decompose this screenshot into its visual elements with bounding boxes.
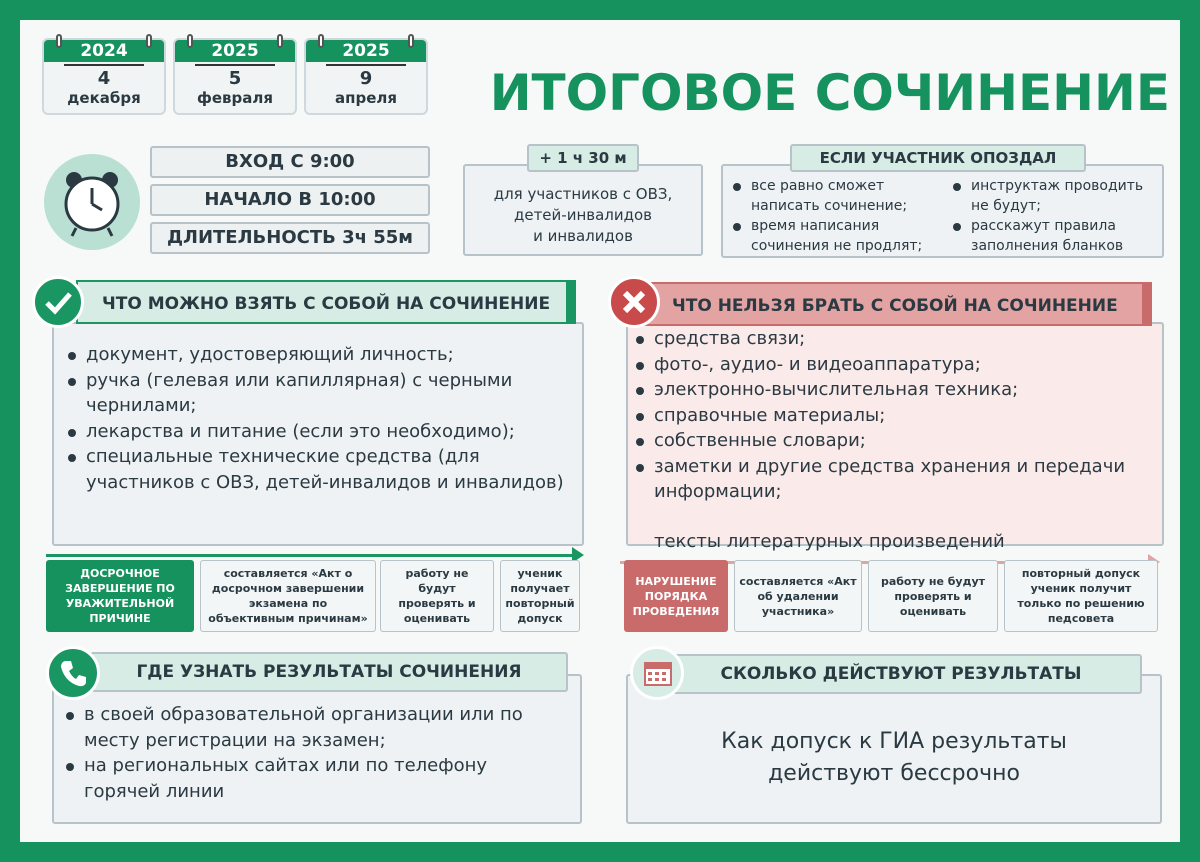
results-where-item: на региональных сайтах или по телефону горячей линии <box>64 753 564 804</box>
results-where-heading: ГДЕ УЗНАТЬ РЕЗУЛЬТАТЫ СОЧИНЕНИЯ <box>90 652 568 692</box>
calendar-month: декабря <box>67 89 141 107</box>
poster <box>20 20 1180 842</box>
allowed-item: ручка (гелевая или капиллярная) с черными чернилами; <box>66 368 566 419</box>
results-valid-line: Как допуск к ГИА результаты <box>721 729 1067 754</box>
violation-step: повторный допуск ученик получит только по решению педсовета <box>1004 560 1158 632</box>
results-where-box <box>52 674 582 824</box>
early-step: составляется «Акт о досрочном завершении экзамена по объективным причинам» <box>200 560 376 632</box>
allowed-item: лекарства и питание (если это необходимо); <box>66 419 566 445</box>
results-valid-line: действуют бессрочно <box>768 761 1020 786</box>
forbidden-item: средства связи; <box>634 326 1158 352</box>
calendar-year: 2025 <box>175 40 295 62</box>
late-item: расскажут правила заполнения бланков <box>951 216 1161 256</box>
phone-icon <box>46 646 100 700</box>
forbidden-item: собственные словари; <box>634 428 1158 454</box>
late-item: все равно сможет написать сочинение; <box>731 176 941 216</box>
forbidden-item: фото-, аудио- и видеоаппаратура; <box>634 352 1158 378</box>
forbidden-box <box>626 322 1164 552</box>
allowed-heading: ЧТО МОЖНО ВЗЯТЬ С СОБОЙ НА СОЧИНЕНИЕ <box>76 280 576 324</box>
extra-time-line: и инвалидов <box>533 227 633 245</box>
flow-arrow <box>46 554 580 557</box>
allowed-box <box>52 322 584 546</box>
results-valid-heading: СКОЛЬКО ДЕЙСТВУЮТ РЕЗУЛЬТАТЫ <box>660 654 1142 694</box>
forbidden-item: заметки и другие средства хранения и передачи информации; <box>634 454 1158 505</box>
extra-time-box <box>463 164 703 256</box>
extra-time-line: для участников с ОВЗ, <box>493 185 673 203</box>
results-where-item: в своей образовательной организации или по месту регистрации на экзамен; <box>64 702 564 753</box>
early-step: работу не будут проверять и оценивать <box>380 560 494 632</box>
calendar-date-2 <box>173 38 297 115</box>
late-item: время написания сочинения не продлят; <box>731 216 941 256</box>
calendar-date-3 <box>304 38 428 115</box>
alarm-clock-icon <box>44 154 140 250</box>
allowed-item: специальные технические средства (для участников с ОВЗ, детей-инвалидов и инвалидов) <box>66 444 566 495</box>
late-box <box>721 164 1164 258</box>
calendar-icon <box>630 646 684 700</box>
duration: ДЛИТЕЛЬНОСТЬ 3ч 55м <box>150 222 430 254</box>
calendar-month: апреля <box>334 89 397 107</box>
violation-step: составляется «Акт об удалении участника» <box>734 560 862 632</box>
forbidden-tail: тексты литературных произведений <box>654 531 1005 552</box>
late-heading: ЕСЛИ УЧАСТНИК ОПОЗДАЛ <box>790 144 1086 172</box>
extra-time-label: + 1 ч 30 м <box>527 144 639 172</box>
calendar-day: 9 <box>359 68 373 89</box>
late-item: инструктаж проводить не будут; <box>951 176 1161 216</box>
early-step: ДОСРОЧНОЕ ЗАВЕРШЕНИЕ ПО УВАЖИТЕЛЬНОЙ ПРИЧИНЕ <box>46 560 194 632</box>
calendar-date-1 <box>42 38 166 115</box>
calendar-year: 2025 <box>306 40 426 62</box>
results-valid-box <box>626 674 1162 824</box>
violation-step: НАРУШЕНИЕ ПОРЯДКА ПРОВЕДЕНИЯ <box>624 560 728 632</box>
forbidden-item: справочные материалы; <box>634 403 1158 429</box>
check-icon <box>32 276 84 328</box>
cross-icon <box>608 276 660 328</box>
start-time: НАЧАЛО В 10:00 <box>150 184 430 216</box>
calendar-day: 5 <box>228 68 242 89</box>
allowed-item: документ, удостоверяющий личность; <box>66 342 566 368</box>
page-title: ИТОГОВОЕ СОЧИНЕНИЕ <box>489 64 1170 122</box>
calendar-year: 2024 <box>44 40 164 62</box>
entry-time: ВХОД С 9:00 <box>150 146 430 178</box>
early-step: ученик получает повторный допуск <box>500 560 580 632</box>
extra-time-line: детей-инвалидов <box>513 206 653 224</box>
forbidden-item: электронно-вычислительная техника; <box>634 377 1158 403</box>
forbidden-heading: ЧТО НЕЛЬЗЯ БРАТЬ С СОБОЙ НА СОЧИНЕНИЕ <box>640 282 1152 326</box>
calendar-month: февраля <box>196 89 274 107</box>
calendar-day: 4 <box>97 68 111 89</box>
violation-step: работу не будут проверять и оценивать <box>868 560 998 632</box>
